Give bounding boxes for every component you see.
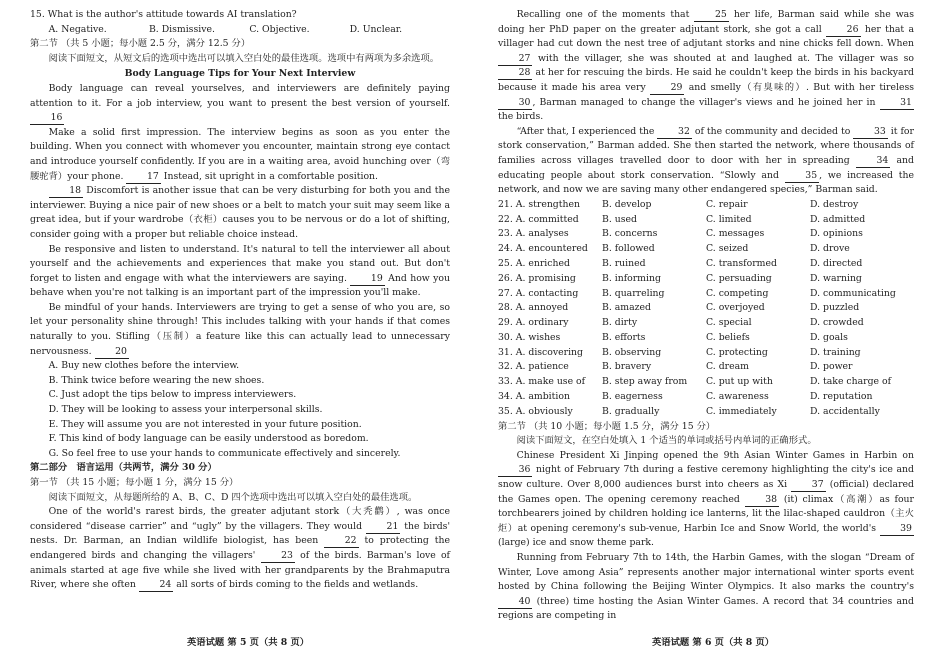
grammar-text: night of February 7th during a festive ceremony highlighting the city's ice and snow culture. Over 8,000 audiences burst into cheers as Xi — [498, 464, 914, 491]
cloze-text: the birds. — [498, 111, 544, 123]
cloze-text: , we increased the network, and now we are saving many other endangered species,” Barman said. — [498, 169, 914, 196]
choice-35-c[interactable]: C. immediately — [706, 405, 777, 417]
passage-title: Body Language Tips for Your Next Interview — [124, 68, 356, 80]
choice-28-c[interactable]: C. overjoyed — [706, 302, 765, 314]
choice-25-d[interactable]: D. directed — [810, 257, 863, 269]
grammar-text: Running from February 7th to 14th, the Harbin Games, with the slogan “Dream of Winter, Love among Asia” represents another major international winter sports event hosted by China following the Beijing Winter Olympics. It also marks the country's — [498, 552, 914, 593]
section-2-instruction: 阅读下面短文，从短文后的选项中选出可以填入空白处的最佳选项。选项中有两项为多余选项。 — [48, 52, 440, 64]
choice-22-a[interactable]: 22. A. committed — [498, 213, 579, 225]
choice-24-a[interactable]: 24. A. encountered — [498, 243, 588, 255]
choice-25-a[interactable]: 25. A. enriched — [498, 257, 570, 269]
grammar-text: (large) ice and snow theme park. — [498, 537, 654, 549]
cloze-text: it for stork conservation,” Barman added. She then started the network, where thousands of families across villages travelled door to door with her in spreading — [498, 125, 914, 166]
q15-option-c[interactable]: C. Objective. — [249, 23, 310, 35]
cloze-text: with the villager, she was shouted at and laughed at. The villager was so — [537, 52, 914, 64]
choice-33-a[interactable]: 33. A. make use of — [498, 376, 586, 388]
blank-18[interactable]: 18 — [49, 185, 83, 198]
choice-32-c[interactable]: C. dream — [706, 361, 749, 373]
section-2-heading-right: 第二节 （共 10 小题；每小题 1.5 分，满分 15 分） — [498, 420, 716, 432]
choice-29-d[interactable]: D. crowded — [810, 317, 864, 329]
p3-text: Discomfort is another issue that can be very disturbing for both you and the interviewer. Buying a nice pair of new shoes or a belt to match your suit may seem like a great idea, but if your wardrobe（衣柜）causes you to be nervous or do a lot of shifting, consider going with a proper but reliable choice instead. — [30, 185, 450, 240]
section-1-heading: 第一节 （共 15 小题；每小题 1 分，满分 15 分） — [30, 477, 239, 488]
choice-row-35 — [498, 405, 914, 420]
choice-25-b[interactable]: B. ruined — [602, 257, 646, 269]
paragraph-5 — [30, 301, 450, 359]
choice-row-29 — [498, 316, 914, 331]
question-15-stem: 15. What is the author's attitude towards AI translation? — [30, 9, 297, 20]
cloze-text: her that a villager had cut down the nest tree of adjutant storks and nine chicks fell down. When — [498, 23, 914, 50]
cloze-text: and smelly（有臭味的）. But with her tireless — [688, 81, 914, 93]
grammar-paragraph-2 — [498, 551, 914, 624]
section-2-instruction-right: 阅读下面短文，在空白处填入 1 个适当的单词或括号内单词的正确形式。 — [516, 435, 817, 447]
cloze-text: One of the world's rarest birds, the greater adjutant stork（大秃鹳）, was once considered “disease carrier” and “ugly” by the villagers. They would — [30, 506, 450, 532]
blank-39[interactable]: 39 — [880, 523, 914, 536]
blank-23[interactable]: 23 — [261, 550, 295, 563]
grammar-text: (it) climax（高潮）as four torchbearers joined by children holding ice lanterns, lit the lilac-shaped cauldron（主火炬）at opening ceremony's sub-venue, Harbin Ice and Snow World, the world's — [498, 493, 914, 534]
choice-22-d[interactable]: D. admitted — [810, 213, 866, 225]
cloze-text: Recalling one of the moments that — [516, 9, 690, 20]
cloze-text: , Barman managed to change the villager's views and he joined her in — [532, 96, 876, 108]
choice-33-c[interactable]: C. put up with — [706, 376, 773, 388]
choice-24-b[interactable]: B. followed — [602, 243, 655, 255]
cloze-text: of the community and decided to — [694, 125, 851, 137]
grammar-text: (three) time hosting the Asian Winter Games. A record that 34 countries and regions are competing in — [498, 595, 914, 622]
choice-27-c[interactable]: C. competing — [706, 287, 769, 299]
choice-31-a[interactable]: 31. A. discovering — [498, 346, 583, 358]
choice-26-c[interactable]: C. persuading — [706, 272, 772, 284]
p2-text-a: Make a solid first impression. The interview begins as soon as you enter the building. When you connect with whomever you encounter, maintain strong eye contact and introduce yourself confidently. If you are in a waiting area, avoid hunching over（弯腰驼背）your phone. — [30, 126, 450, 182]
choice-32-b[interactable]: B. bravery — [602, 361, 652, 373]
footer-page-5: 英语试题 第 5 页（共 8 页） — [187, 637, 310, 648]
section-1-instruction: 阅读下面短文，从每题所给的 A、B、C、D 四个选项中选出可以填入空白处的最佳选项。 — [48, 491, 418, 503]
paragraph-2 — [30, 126, 450, 184]
q15-option-b[interactable]: B. Dismissive. — [148, 23, 215, 35]
choice-row-22 — [498, 213, 914, 228]
choice-23-d[interactable]: D. opinions — [810, 228, 863, 240]
choice-row-24 — [498, 242, 914, 257]
choice-28-d[interactable]: D. puzzled — [810, 302, 860, 314]
choice-33-d[interactable]: D. take charge of — [810, 376, 892, 388]
choice-31-c[interactable]: C. protecting — [706, 346, 768, 358]
p2-text-b: Instead, sit upright in a comfortable position. — [163, 170, 378, 182]
blank-21[interactable]: 21 — [366, 521, 400, 534]
blank-40[interactable]: 40 — [498, 596, 532, 609]
cloze-paragraph-2 — [498, 8, 914, 125]
choice-23-a[interactable]: 23. A. analyses — [498, 228, 569, 240]
choice-row-28 — [498, 301, 914, 316]
choice-row-33 — [498, 375, 914, 390]
q15-option-d[interactable]: D. Unclear. — [349, 23, 403, 35]
choice-35-d[interactable]: D. accidentally — [810, 405, 880, 417]
choice-24-d[interactable]: D. drove — [810, 243, 850, 255]
choice-22-c[interactable]: C. limited — [706, 213, 752, 225]
blank-25[interactable]: 25 — [694, 9, 728, 22]
seven-choose-five-options — [30, 359, 450, 461]
choice-28-b[interactable]: B. amazed — [602, 302, 651, 314]
choice-34-b[interactable]: B. eagerness — [602, 391, 663, 403]
choice-30-d[interactable]: D. goals — [810, 331, 848, 343]
choice-23-b[interactable]: B. concerns — [602, 228, 658, 240]
cloze-text: at her for rescuing the birds. He said he couldn't keep the birds in his backyard because it made his area very — [498, 67, 914, 93]
choice-row-31 — [498, 346, 914, 361]
blank-37[interactable]: 37 — [791, 479, 825, 492]
choice-31-b[interactable]: B. observing — [602, 346, 662, 358]
p4-text-b: And how you behave when you're not talking is an important part of the impression you'll make. — [30, 272, 450, 299]
option-d[interactable]: D. They will be looking to assess your interpersonal skills. — [48, 404, 323, 416]
choice-34-d[interactable]: D. reputation — [810, 391, 873, 403]
choice-25-c[interactable]: C. transformed — [706, 257, 777, 269]
choice-29-c[interactable]: C. special — [706, 317, 752, 329]
choice-32-d[interactable]: D. power — [810, 361, 853, 373]
option-f[interactable]: F. This kind of body language can be easily understood as boredom. — [48, 433, 369, 445]
grammar-text: Chinese President Xi Jinping opened the 9th Asian Winter Games in Harbin on — [516, 449, 914, 461]
choice-30-c[interactable]: C. beliefs — [706, 331, 750, 343]
paragraph-4 — [30, 243, 450, 301]
blank-19[interactable]: 19 — [350, 273, 384, 286]
choice-33-b[interactable]: B. step away from — [602, 376, 688, 388]
choice-row-23 — [498, 227, 914, 242]
choice-32-a[interactable]: 32. A. patience — [498, 361, 569, 373]
choice-30-b[interactable]: B. efforts — [602, 331, 646, 343]
p5-text: Be mindful of your hands. Interviewers are trying to get a sense of who you are, so let your personality shine through! This includes talking with your hands if that comes naturally to you. Stifling（压制）a feature like this can actually lead to unnecessary nervousness. — [30, 301, 450, 357]
paragraph-1 — [30, 82, 450, 126]
part-2-heading: 第二部分 语言运用（共两节，满分 30 分） — [30, 462, 217, 474]
p4-text-a: Be responsive and listen to understand. It's natural to tell the interviewer all about yourself and the achievements and experiences that make you stand out. But don't forget to listen and engage with what the interviewers are saying. — [30, 243, 450, 284]
blank-16[interactable]: 16 — [30, 112, 64, 125]
choice-22-b[interactable]: B. used — [602, 213, 637, 225]
cloze-text: all sorts of birds coming to the fields and wetlands. — [176, 579, 419, 591]
blank-20[interactable]: 20 — [95, 346, 129, 359]
question-15-options — [30, 23, 450, 38]
blank-26[interactable]: 26 — [826, 24, 860, 37]
option-g[interactable]: G. So feel free to use your hands to communicate effectively and sincerely. — [48, 447, 401, 459]
q15-option-a[interactable]: A. Negative. — [48, 23, 107, 35]
grammar-text: (official) declared the Games open. The opening ceremony reached — [498, 479, 914, 505]
blank-32[interactable]: 32 — [657, 126, 691, 139]
cloze-text: the birds' nests. Dr. Barman, an Indian wildlife biologist, has been — [30, 520, 451, 547]
choice-34-a[interactable]: 34. A. ambition — [498, 391, 570, 403]
choice-29-b[interactable]: B. dirty — [602, 317, 638, 329]
right-page — [498, 8, 914, 624]
choice-21-a[interactable]: 21. A. strengthen — [498, 198, 580, 210]
choice-26-d[interactable]: D. warning — [810, 272, 862, 284]
choice-28-a[interactable]: 28. A. annoyed — [498, 302, 569, 314]
choice-35-a[interactable]: 35. A. obviously — [498, 405, 573, 417]
blank-24[interactable]: 24 — [139, 579, 173, 592]
choice-27-b[interactable]: B. quarreling — [602, 287, 665, 299]
blank-30[interactable]: 30 — [498, 97, 532, 110]
choice-27-d[interactable]: D. communicating — [810, 287, 896, 299]
blank-33[interactable]: 33 — [853, 126, 887, 139]
cloze-text: and educating people about stork conservation. “Slowly and — [498, 154, 914, 181]
option-b[interactable]: B. Think twice before wearing the new shoes. — [48, 374, 265, 386]
choice-35-b[interactable]: B. gradually — [602, 405, 660, 417]
choice-34-c[interactable]: C. awareness — [706, 391, 769, 403]
blank-35[interactable]: 35 — [785, 170, 819, 183]
choice-26-a[interactable]: 26. A. promising — [498, 272, 576, 284]
choice-21-d[interactable]: D. destroy — [810, 198, 859, 210]
choice-row-27 — [498, 287, 914, 302]
cloze-paragraph-3 — [498, 125, 914, 198]
cloze-text: of the birds. Barman's love of animals started at age five while she lived with her grandparents by the Brahmaputra River, where she often — [30, 549, 450, 591]
choice-24-c[interactable]: C. seized — [706, 243, 749, 255]
blank-29[interactable]: 29 — [650, 82, 684, 95]
paragraph-3 — [30, 184, 450, 242]
choice-26-b[interactable]: B. informing — [602, 272, 661, 284]
choice-row-26 — [498, 272, 914, 287]
choice-31-d[interactable]: D. training — [810, 346, 861, 358]
p1-text: Body language can reveal yourselves, and interviewers are definitely paying attention to it. For a job interview, you want to present the best version of yourself. — [30, 82, 450, 109]
cloze-text: to protecting the endangered birds and changing the villagers' — [30, 535, 450, 561]
choice-21-c[interactable]: C. repair — [706, 198, 748, 210]
left-page — [30, 8, 450, 593]
grammar-paragraph-1 — [498, 449, 914, 551]
blank-28[interactable]: 28 — [498, 67, 532, 80]
choice-row-25 — [498, 257, 914, 272]
option-c[interactable]: C. Just adopt the tips below to impress interviewers. — [48, 389, 297, 401]
footer-page-6: 英语试题 第 6 页（共 8 页） — [652, 637, 775, 648]
blank-31[interactable]: 31 — [880, 97, 914, 110]
choice-27-a[interactable]: 27. A. contacting — [498, 287, 579, 299]
blank-17[interactable]: 17 — [126, 171, 160, 184]
choice-row-32 — [498, 360, 914, 375]
blank-34[interactable]: 34 — [856, 155, 890, 168]
blank-27[interactable]: 27 — [498, 53, 532, 66]
choice-row-30 — [498, 331, 914, 346]
cloze-choices-table — [498, 198, 914, 420]
cloze-text: “After that, I experienced the — [516, 125, 655, 137]
blank-22[interactable]: 22 — [324, 535, 358, 548]
option-e[interactable]: E. They will assume you are not interested in your future position. — [48, 418, 362, 430]
choice-row-21 — [498, 198, 914, 213]
cloze-text: her life, Barman said while she was doing her PhD paper on the greater adjutant stork, she got a call — [498, 9, 914, 35]
choice-23-c[interactable]: C. messages — [706, 228, 765, 240]
blank-36[interactable]: 36 — [498, 464, 532, 477]
cloze-paragraph-1 — [30, 505, 450, 593]
choice-30-a[interactable]: 30. A. wishes — [498, 331, 561, 343]
choice-29-a[interactable]: 29. A. ordinary — [498, 317, 569, 329]
option-a[interactable]: A. Buy new clothes before the interview. — [48, 360, 240, 372]
blank-38[interactable]: 38 — [745, 494, 779, 507]
choice-row-34 — [498, 390, 914, 405]
section-2-heading: 第二节 （共 5 小题；每小题 2.5 分，满分 12.5 分） — [30, 38, 251, 50]
choice-21-b[interactable]: B. develop — [602, 198, 652, 210]
